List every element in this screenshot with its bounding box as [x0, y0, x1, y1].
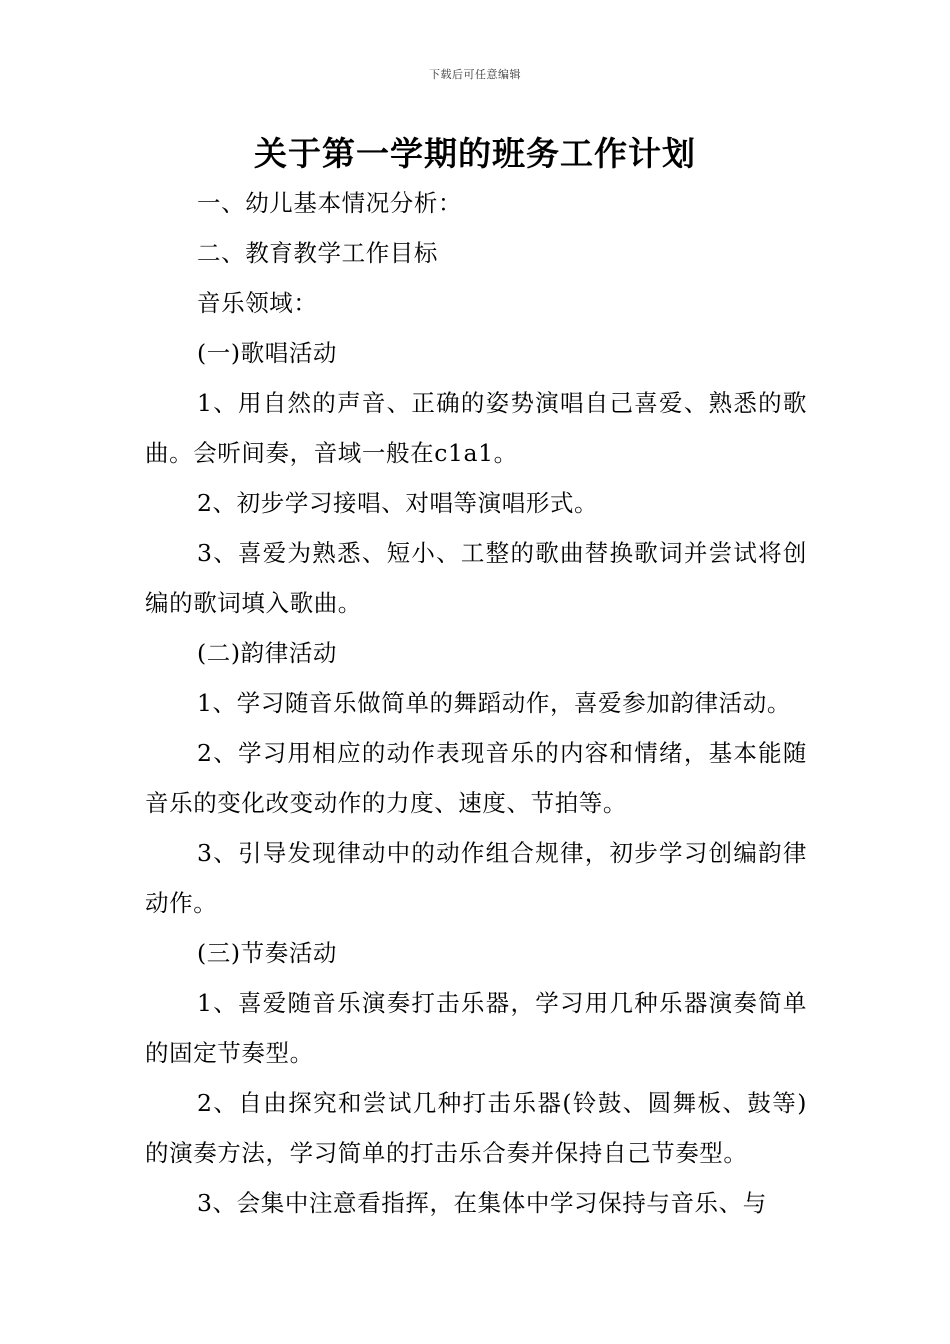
paragraph: 一、幼儿基本情况分析： [197, 189, 463, 217]
paragraph: 二、教育教学工作目标 [197, 239, 438, 267]
paragraph: 3、引导发现律动中的动作组合规律，初步学习创编韵律动作。 [145, 839, 807, 917]
paragraph: 2、初步学习接唱、对唱等演唱形式。 [197, 489, 599, 517]
paragraph: 1、喜爱随音乐演奏打击乐器，学习用几种乐器演奏简单的固定节奏型。 [145, 989, 807, 1067]
paragraph: 2、自由探究和尝试几种打击乐器(铃鼓、圆舞板、鼓等)的演奏方法，学习简单的打击乐合奏并保持自己节奏型。 [145, 1089, 807, 1167]
paragraph: 音乐领域： [197, 289, 318, 317]
paragraph: 1、学习随音乐做简单的舞蹈动作，喜爱参加韵律活动。 [197, 689, 791, 717]
header-note: 下载后可任意编辑 [429, 68, 521, 81]
paragraph: (一)歌唱活动 [197, 339, 338, 367]
document-title: 关于第一学期的班务工作计划 [254, 134, 696, 173]
document-body [145, 178, 807, 1228]
paragraph: 1、用自然的声音、正确的姿势演唱自己喜爱、熟悉的歌曲。会听间奏，音域一般在c1a1。 [145, 389, 807, 467]
paragraph: 2、学习用相应的动作表现音乐的内容和情绪，基本能随音乐的变化改变动作的力度、速度、节拍等。 [145, 739, 807, 817]
paragraph: (三)节奏活动 [197, 939, 338, 967]
paragraph: 3、会集中注意看指挥，在集体中学习保持与音乐、与 [197, 1189, 767, 1217]
paragraph: 3、喜爱为熟悉、短小、工整的歌曲替换歌词并尝试将创编的歌词填入歌曲。 [145, 539, 807, 617]
paragraph: (二)韵律活动 [197, 639, 338, 667]
